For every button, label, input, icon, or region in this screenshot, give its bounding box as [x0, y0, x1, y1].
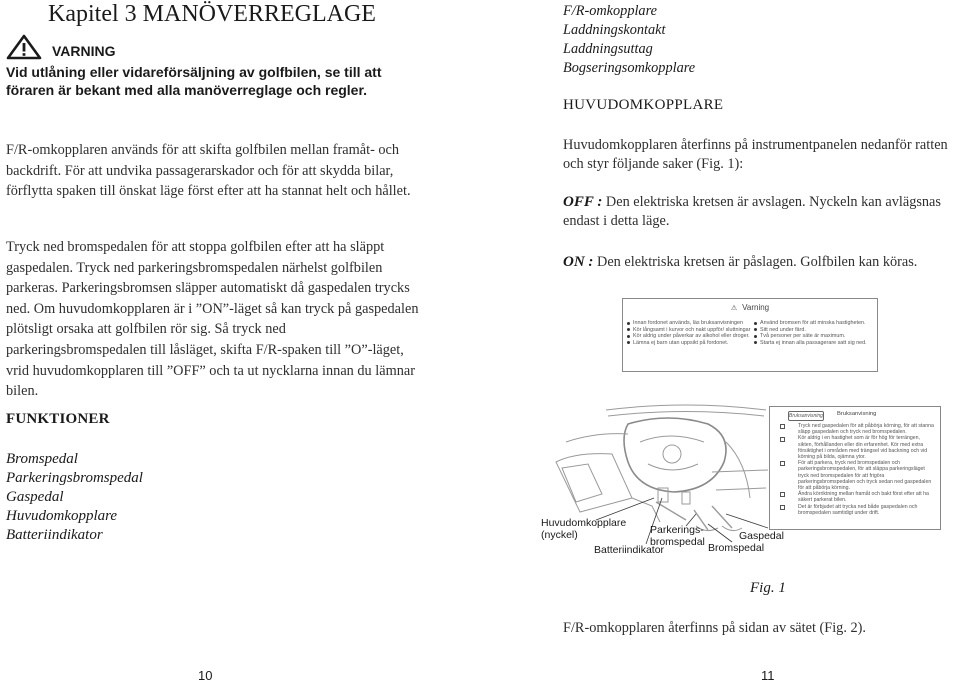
warning-triangle-icon: ⚠: [730, 305, 738, 312]
list-item: Laddningsuttag: [563, 41, 653, 57]
main-switch-intro: Huvudomkopplaren återfinns på instrumentpanelen nedanför ratten och styr följande saker (Fig. 1):: [563, 137, 948, 172]
warning-text: Vid utlåning eller vidareförsäljning av golfbilen, se till att föraren är bekant med alla manöverreglage och regler.: [6, 64, 382, 98]
right-page: [480, 0, 960, 685]
functions-list: [6, 450, 143, 545]
page-number-left: 10: [198, 668, 213, 683]
list-item: Huvudomkopplare: [6, 508, 118, 524]
list-item: Kör långsamt i kurvor och nakt uppför/ sluttningar: [627, 327, 753, 334]
list-item: Två personer per säte är maximum.: [754, 333, 872, 340]
warning-triangle-icon: [6, 34, 42, 60]
on-text: Den elektriska kretsen är påslagen. Golfbilen kan köras.: [593, 254, 918, 270]
instruction-card: [769, 406, 941, 530]
list-item: Ändra körriktning mellan framåt och bakt först efter att ha säkert parkerat bilen.: [778, 491, 936, 503]
label-parking-brake: Parkerings- bromspedal: [650, 524, 705, 548]
list-item: För att parkera, tryck ned bromspedalen och parkeringsbromspedalen, för att släppa parkeringsläget tryck ned bromspedalen för att frigöra parkeringsbromspedalen och tryck sedan ned gaspedalen för att påbörja körning.: [778, 460, 936, 491]
off-text: Den elektriska kretsen är avslagen. Nyckeln kan avlägsnas endast i detta läge.: [563, 194, 941, 229]
list-item: Lämna ej barn utan uppsikt på fordonet.: [627, 340, 753, 347]
card-logo: Bruksanvisning: [789, 413, 823, 419]
list-item: Innan fordonet används, läs bruksanvisningen: [627, 320, 753, 327]
list-item: Laddningskontakt: [563, 22, 666, 38]
list-item: Parkeringsbromspedal: [6, 470, 143, 486]
list-item: Det är förbjudet att trycka ned både gaspedalen och bromspedalen samtidigt under drift.: [778, 504, 936, 516]
main-switch-heading: HUVUDOMKOPPLARE: [563, 97, 724, 113]
functions-heading: FUNKTIONER: [6, 411, 110, 427]
list-item: Sitt ned under färd.: [754, 327, 872, 334]
list-item: Tryck ned gaspedalen för att påbörja körning, för att stanna släpp gaspedalen och tryck ned bromspedalen.: [778, 423, 936, 435]
label-gas-pedal: Gaspedal: [739, 530, 784, 542]
figure-1: [536, 402, 951, 567]
list-item: Använd bromsen för att minska hastigheten.: [754, 320, 872, 327]
fr-switch-paragraph: F/R-omkopplaren används för att skifta golfbilen mellan framåt- och backdrift. För att undvika passagerarskador och för att skydda bilar, förflytta spaken till önskat läge först efter att ha stannat helt och hållet.: [6, 142, 411, 200]
list-item: Bogseringsomkopplare: [563, 60, 696, 76]
list-item: Kör aldrig under påverkar av alkohol eller droger.: [627, 333, 753, 340]
off-label: OFF :: [563, 194, 603, 210]
list-item: F/R-omkopplare: [563, 3, 657, 19]
off-description: [563, 193, 958, 231]
figure-caption: Fig. 1: [750, 580, 786, 596]
on-description: [563, 253, 958, 272]
card-list: [778, 423, 936, 516]
list-item: Batteriindikator: [6, 527, 103, 543]
plate-title: [623, 303, 877, 312]
brake-paragraph: Tryck ned bromspedalen för att stoppa golfbilen efter att ha släppt gaspedalen. Tryck ned parkeringsbromspedalen närhelst golfbilen parkeras. Parkeringsbromsen släpper automatiskt då gaspedalen trycks ned. Om huvudomkopplaren är i ”ON”-läget så kan tryck på gaspedalen plötsligt orsaka att golfbilen rör sig. Så tryck ned parkeringsbromspedalen till låsläget, skifta F/R-spaken till ”O”-läget, vrid huvudomkopplaren till ”OFF” och ta ut nycklarna innan du lämnar bilen.: [6, 239, 419, 400]
list-item: Starta ej innan alla passagerare satt sig ned.: [754, 340, 872, 347]
label-battery-indicator: Batteriindikator: [594, 544, 665, 556]
warning-label: VARNING: [52, 43, 116, 59]
warning-plate: [622, 298, 878, 372]
plate-left-list: [627, 320, 753, 346]
topics-list: [563, 2, 695, 78]
card-title: Bruksanvisning: [837, 411, 877, 417]
label-main-switch: Huvudomkopplare (nyckel): [541, 517, 627, 541]
plate-title-text: Varning: [742, 303, 770, 312]
warning-header: [6, 34, 466, 58]
on-label: ON :: [563, 254, 594, 270]
list-item: Gaspedal: [6, 489, 64, 505]
list-item: Kör aldrig i en hastighet som är för hög för terrängen, sikten, förhållanden eller din erfarenhet. Kör med extra försiktighet i områden med trängsel vid backning och vid körning på bilda, ojämna ytor.: [778, 435, 936, 460]
list-item: Bromspedal: [6, 451, 78, 467]
fr-location-text: F/R-omkopplaren återfinns på sidan av sätet (Fig. 2).: [563, 620, 866, 636]
page-number-right: 11: [761, 668, 775, 683]
label-brake-pedal: Bromspedal: [708, 542, 765, 554]
plate-right-list: [754, 320, 872, 346]
chapter-title: Kapitel 3 MANÖVERREGLAGE: [48, 1, 376, 27]
